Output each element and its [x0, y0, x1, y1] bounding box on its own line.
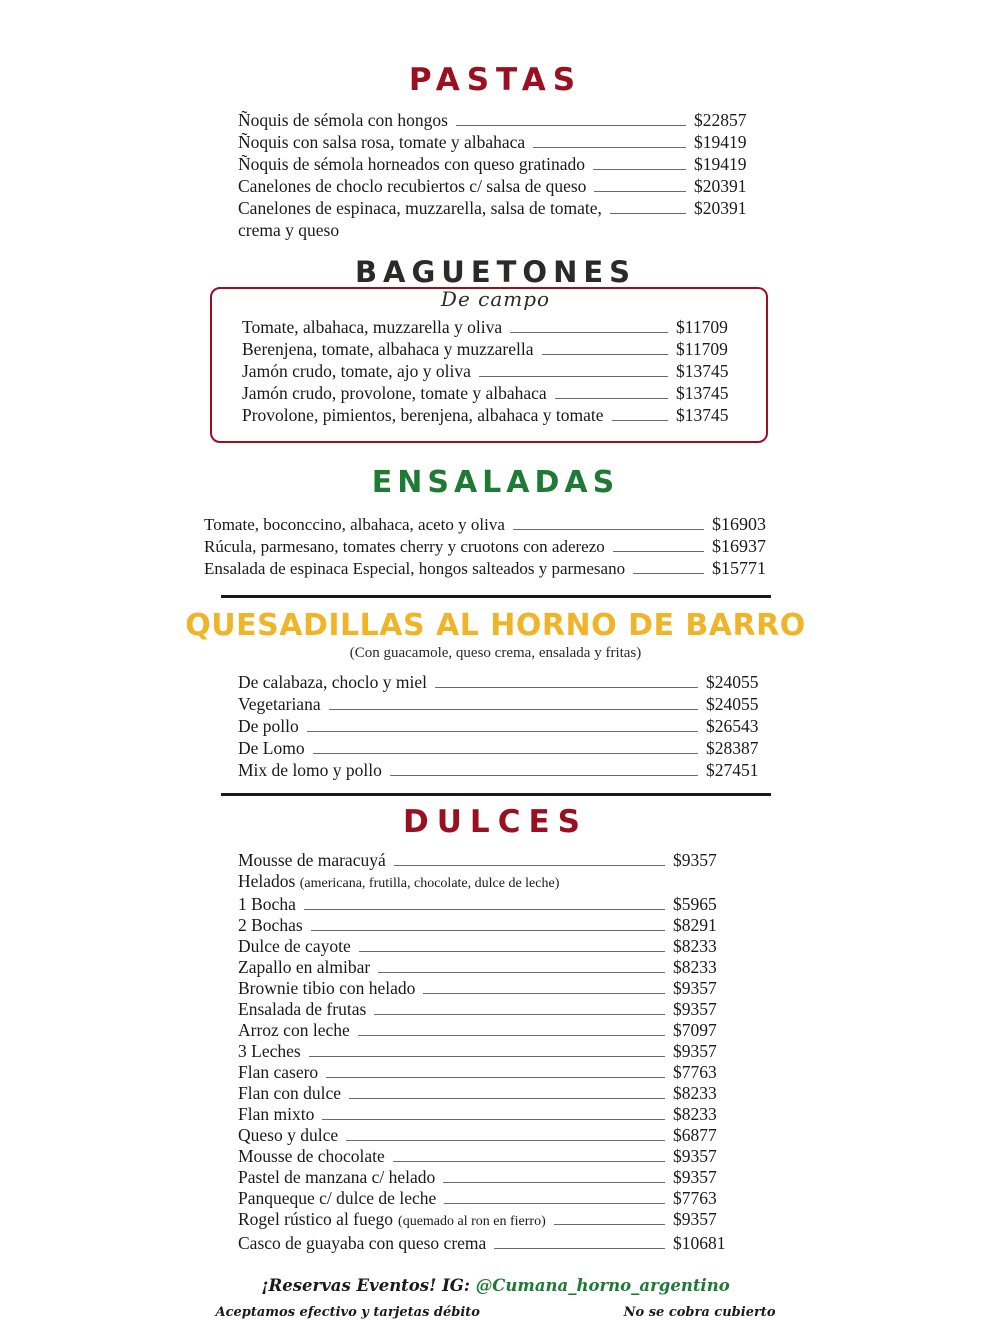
item-name: Pastel de manzana c/ helado: [238, 1167, 436, 1187]
section-subtitle-quesadillas: (Con guacamole, queso crema, ensalada y fritas): [349, 645, 642, 661]
section-title-ensaladas: ENSALADAS: [371, 465, 620, 500]
item-price: $20391: [694, 198, 747, 218]
leader-line: [593, 169, 686, 170]
item-name-continued: crema y queso: [238, 220, 340, 240]
menu-item: [238, 760, 778, 781]
item-name: Jamón crudo, tomate, ajo y oliva: [242, 361, 471, 381]
divider-bottom: [221, 793, 771, 796]
item-price: $8291: [673, 915, 717, 935]
quesadillas-item-list: [238, 672, 778, 781]
menu-item: [242, 405, 750, 426]
leader-line: [594, 191, 686, 192]
leader-line: [329, 709, 698, 710]
menu-item: [238, 672, 778, 693]
item-name: Rúcula, parmesano, tomates cherry y cruotons con aderezo: [204, 537, 605, 556]
item-name: Dulce de cayote: [238, 936, 351, 956]
item-price: $20391: [694, 176, 747, 196]
leader-line: [304, 909, 665, 910]
helados-note: (americana, frutilla, chocolate, dulce de leche): [299, 876, 560, 891]
leader-line: [456, 125, 686, 126]
menu-item: [238, 978, 743, 999]
item-price: $28387: [706, 738, 759, 758]
leader-line: [423, 993, 665, 994]
leader-line: [633, 573, 704, 574]
leader-line: [374, 1014, 665, 1015]
item-name: Ñoquis de sémola horneados con queso gratinado: [238, 154, 586, 174]
leader-line: [555, 398, 668, 399]
item-name: Berenjena, tomate, albahaca y muzzarella: [242, 339, 534, 359]
dulces-item-list: [238, 850, 743, 1254]
leader-line: [359, 951, 665, 952]
item-price: $9357: [673, 978, 717, 998]
leader-line: [307, 731, 698, 732]
menu-item: [238, 694, 778, 715]
menu-item: [204, 514, 790, 535]
menu-item: [204, 558, 790, 579]
item-name: 2 Bochas: [238, 915, 303, 935]
footer: [0, 1276, 991, 1320]
item-price: $5965: [673, 894, 717, 914]
menu-item: [204, 536, 790, 557]
helados-header: [238, 871, 743, 894]
item-price: $9357: [673, 1167, 717, 1187]
leader-line: [510, 332, 668, 333]
leader-line: [444, 1203, 665, 1204]
leader-line: [610, 213, 686, 214]
item-price: $9357: [673, 1146, 717, 1166]
menu-item: [238, 110, 768, 131]
menu-item: [238, 936, 743, 957]
leader-line: [311, 930, 665, 931]
item-price: $24055: [706, 672, 759, 692]
item-name: De Lomo: [238, 738, 305, 758]
item-name: Flan casero: [238, 1062, 319, 1082]
item-price: $9357: [673, 850, 717, 870]
item-price: $8233: [673, 1104, 717, 1124]
item-name: 3 Leches: [238, 1041, 301, 1061]
item-price: $16937: [712, 536, 766, 556]
leader-line: [326, 1077, 665, 1078]
baguetones-item-list: [242, 317, 750, 426]
menu-item: [238, 1062, 743, 1083]
section-title-dulces: DULCES: [403, 804, 588, 840]
item-price: $11709: [676, 339, 728, 359]
item-name: Ñoquis de sémola con hongos: [238, 110, 448, 130]
item-name: Mix de lomo y pollo: [238, 760, 382, 780]
leader-line: [613, 551, 704, 552]
item-price: $7763: [673, 1188, 717, 1208]
item-price: $8233: [673, 957, 717, 977]
leader-line: [542, 354, 668, 355]
item-name: Panqueque c/ dulce de leche: [238, 1188, 437, 1208]
baguetones-box: [210, 287, 768, 443]
item-name: Canelones de espinaca, muzzarella, salsa de tomate,: [238, 198, 602, 218]
leader-line: [435, 687, 698, 688]
section-title-quesadillas: QUESADILLAS AL HORNO DE BARRO: [185, 608, 806, 643]
section-title-baguetones: BAGUETONES: [354, 255, 637, 289]
menu-item: [238, 154, 768, 175]
item-price: $16903: [712, 514, 766, 534]
item-price: $13745: [676, 405, 729, 425]
item-price: $6877: [673, 1125, 717, 1145]
item-name: Ensalada de espinaca Especial, hongos salteados y parmesano: [204, 559, 626, 578]
item-name: Provolone, pimientos, berenjena, albahaca y tomate: [242, 405, 604, 425]
item-name: Vegetariana: [238, 694, 321, 714]
item-price: $10681: [673, 1232, 726, 1253]
menu-item: [238, 716, 778, 737]
helados-label: Helados: [238, 871, 296, 891]
menu-item: [238, 738, 778, 759]
item-price: $9357: [673, 999, 717, 1019]
leader-line: [313, 753, 698, 754]
leader-line: [349, 1098, 665, 1099]
item-name: Canelones de choclo recubiertos c/ salsa de queso: [238, 176, 587, 196]
menu-item: [238, 999, 743, 1020]
leader-line: [390, 775, 698, 776]
baguetones-section: [0, 255, 991, 443]
leader-line: [393, 1161, 665, 1162]
menu-item: [238, 1020, 743, 1041]
item-name: De pollo: [238, 716, 299, 736]
item-name: Flan mixto: [238, 1104, 315, 1124]
menu-item: [238, 1209, 743, 1233]
leader-line: [554, 1224, 665, 1225]
menu-item: [238, 132, 768, 153]
leader-line: [378, 972, 665, 973]
reservas-label: ¡Reservas Eventos! IG:: [261, 1275, 476, 1295]
leader-line: [309, 1056, 665, 1057]
leader-line: [494, 1248, 665, 1249]
item-name: Rogel rústico al fuego: [238, 1209, 394, 1229]
leader-line: [443, 1182, 665, 1183]
item-price: $8233: [673, 1083, 717, 1103]
pastas-item-list: [238, 110, 768, 241]
item-price: $9357: [673, 1041, 717, 1061]
item-name: Arroz con leche: [238, 1020, 350, 1040]
item-name: Mousse de chocolate: [238, 1146, 385, 1166]
item-name: Flan con dulce: [238, 1083, 342, 1103]
item-price: $26543: [706, 716, 759, 736]
item-name: Ñoquis con salsa rosa, tomate y albahaca: [238, 132, 526, 152]
menu-item: [242, 383, 750, 404]
item-price: $27451: [706, 760, 759, 780]
menu-item: [238, 1125, 743, 1146]
menu-item: [238, 1167, 743, 1188]
item-name: Mousse de maracuyá: [238, 850, 386, 870]
leader-line: [394, 865, 665, 866]
leader-line: [612, 420, 668, 421]
section-subtitle-baguetones: De campo: [440, 287, 551, 311]
item-price: $11709: [676, 317, 728, 337]
menu-item: [238, 1041, 743, 1062]
item-price: $24055: [706, 694, 759, 714]
leader-line: [322, 1119, 665, 1120]
item-price: $15771: [712, 558, 766, 578]
menu-item: [238, 176, 768, 197]
menu-item: [238, 894, 743, 915]
item-price: $8233: [673, 936, 717, 956]
leader-line: [533, 147, 686, 148]
item-price: $9357: [673, 1209, 717, 1229]
item-price: $22857: [694, 110, 747, 130]
footer-notes: [216, 1305, 776, 1320]
menu-item: [238, 1146, 743, 1167]
item-name: Queso y dulce: [238, 1125, 339, 1145]
menu-item: [238, 915, 743, 936]
item-price: $7097: [673, 1020, 717, 1040]
menu-item: [242, 339, 750, 360]
menu-item: [242, 317, 750, 338]
item-name: Casco de guayaba con queso crema: [238, 1232, 487, 1253]
leader-line: [479, 376, 668, 377]
divider-top: [221, 595, 771, 598]
item-name: Tomate, albahaca, muzzarella y oliva: [242, 317, 503, 337]
item-price: $7763: [673, 1062, 717, 1082]
menu-item: [238, 1233, 743, 1254]
menu-item: [238, 198, 768, 219]
item-name: Jamón crudo, provolone, tomate y albahaca: [242, 383, 547, 403]
menu-item: [238, 1104, 743, 1125]
reservas-line: [0, 1276, 991, 1295]
leader-line: [346, 1140, 665, 1141]
leader-line: [513, 529, 704, 530]
item-name: De calabaza, choclo y miel: [238, 672, 427, 692]
instagram-handle[interactable]: @Cumana_horno_argentino: [475, 1275, 730, 1295]
item-price: $19419: [694, 154, 747, 174]
item-price: $13745: [676, 361, 729, 381]
item-name: 1 Bocha: [238, 894, 296, 914]
menu-item: [238, 1083, 743, 1104]
item-name: Zapallo en almibar: [238, 957, 371, 977]
section-title-pastas: PASTAS: [408, 62, 583, 98]
item-price: $19419: [694, 132, 747, 152]
item-name: Tomate, boconccino, albahaca, aceto y oliva: [204, 515, 505, 534]
item-note: (quemado al ron en fierro): [398, 1214, 546, 1229]
item-price: $13745: [676, 383, 729, 403]
payment-note: Aceptamos efectivo y tarjetas débito: [215, 1304, 480, 1320]
menu-item: [242, 361, 750, 382]
item-name: Ensalada de frutas: [238, 999, 367, 1019]
menu-item: [238, 850, 743, 871]
cover-charge-note: No se cobra cubierto: [623, 1304, 776, 1320]
ensaladas-item-list: [204, 514, 790, 579]
menu-item: [238, 957, 743, 978]
item-name: Brownie tibio con helado: [238, 978, 416, 998]
menu-item: [238, 1188, 743, 1209]
leader-line: [358, 1035, 665, 1036]
